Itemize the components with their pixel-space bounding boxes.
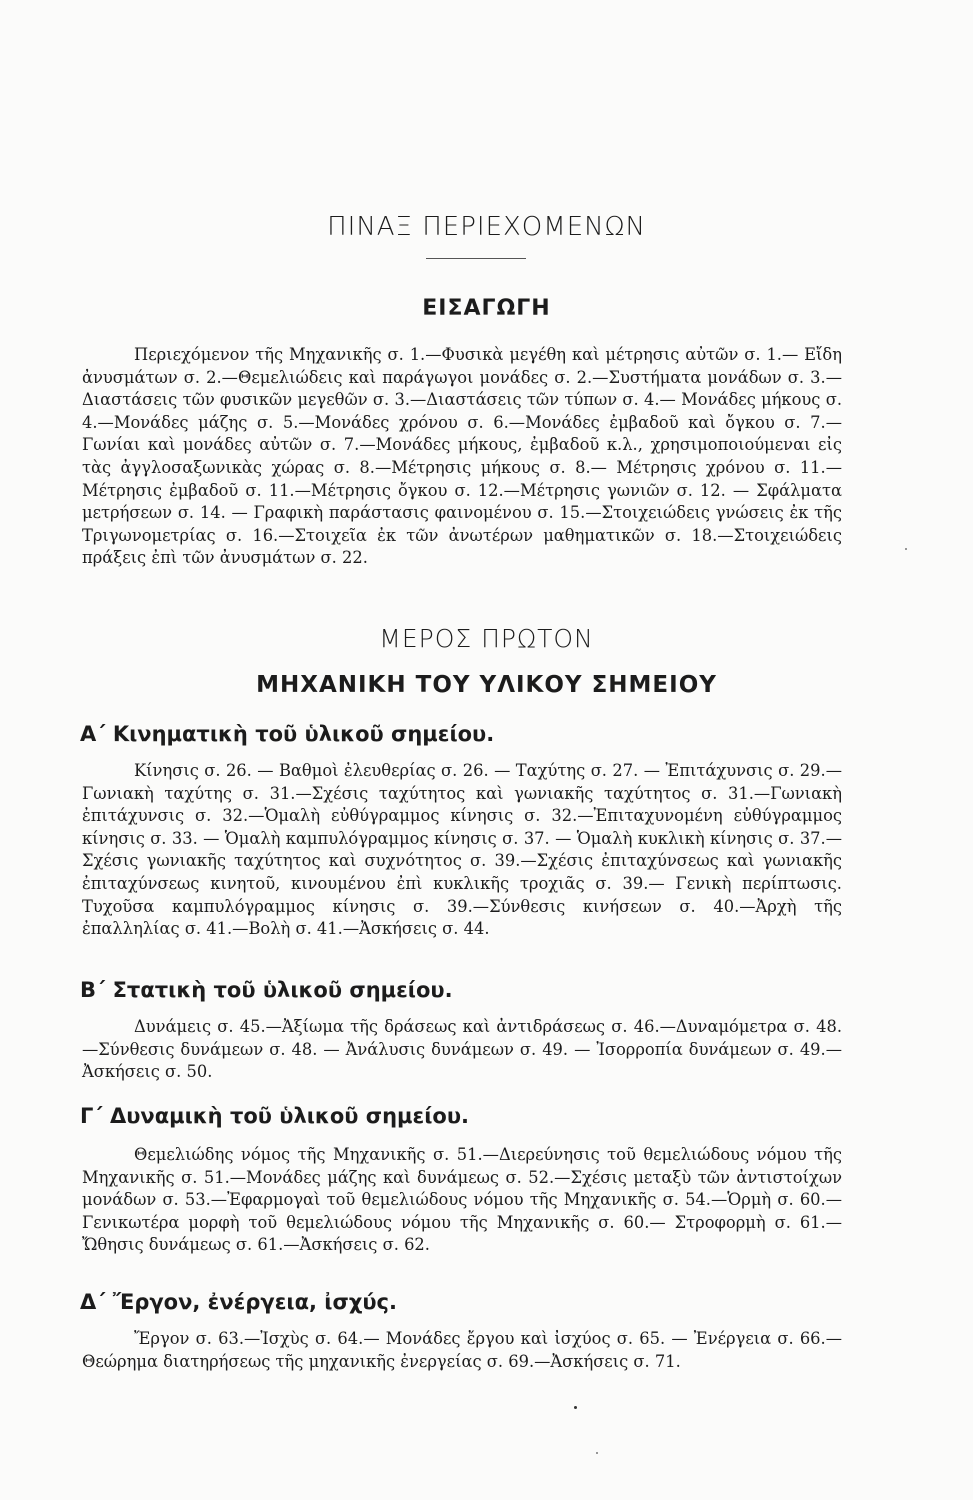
section-heading-dynamics: Γ΄ Δυναμικὴ τοῦ ὑλικοῦ σημείου. — [80, 1104, 469, 1128]
paper-speck — [596, 1452, 598, 1454]
introduction-heading: ΕΙΣΑΓΩΓΗ — [422, 296, 551, 321]
title-divider — [426, 258, 526, 259]
part-one-subtitle: ΜΗΧΑΝΙΚΗ ΤΟΥ ΥΛΙΚΟΥ ΣΗΜΕΙΟΥ — [256, 672, 717, 698]
section-text-dynamics — [82, 1144, 842, 1257]
part-one-title: ΜΕΡΟΣ ΠΡΩΤΟΝ — [379, 624, 594, 653]
introduction-body: Περιεχόμενον τῆς Μηχανικῆς σ. 1.—Φυσικὰ μεγέθη καὶ μέτρησις αὐτῶν σ. 1.— Εἴδη ἀνυσμάτων σ. 2.—Θεμελιώδεις καὶ παράγωγοι μονάδες σ. 2.—Συστήματα μονάδων σ. 3.—Διαστάσεις τῶν φυσικῶν μεγεθῶν σ. 3.—Διαστάσεις τῶν τύπων σ. 4.— Μονάδες μήκους σ. 4.—Μονάδες μάζης σ. 5.—Μονάδες χρόνου σ. 6.—Μονάδες ἐμβαδοῦ καὶ ὄγκου σ. 7.—Γωνίαι καὶ μονάδες αὐτῶν σ. 7.—Μονάδες μήκους, ἐμβαδοῦ κ.λ., χρησιμοποιούμεναι εἰς τὰς ἀγγλοσαξωνικὰς χώρας σ. 8.—Μέτρησις μήκους σ. 8.— Μέτρησις χρόνου σ. 11.—Μέτρησις ἐμβαδοῦ σ. 11.—Μέτρησις ὄγκου σ. 12.—Μέτρησις γωνιῶν σ. 12. — Σφάλματα μετρήσεων σ. 14. — Γραφικὴ παράστασις φαινομένου σ. 15.—Στοιχειώδεις γνώσεις ἐκ τῆς Τριγωνομετρίας σ. 16.—Στοιχεῖα ἐκ τῶν ἀνωτέρων μαθηματικῶν σ. 18.—Στοιχειώδεις πράξεις ἐπὶ τῶν ἀνυσμάτων σ. 22. — [82, 345, 842, 568]
section-text-statics — [82, 1016, 842, 1084]
page-dot — [574, 1406, 577, 1409]
introduction-text — [82, 344, 842, 570]
section-heading-work-energy: Δ΄ Ἔργον, ἐνέργεια, ἰσχύς. — [80, 1290, 397, 1314]
section-body: Κίνησις σ. 26. — Βαθμοὶ ἐλευθερίας σ. 26. — Ταχύτης σ. 27. — Ἐπιτάχυνσις σ. 29.—Γωνιακὴ ταχύτης σ. 31.—Σχέσις ταχύτητος καὶ γωνιακῆς ταχύτητος σ. 31.—Γωνιακὴ ἐπιτάχυνσις σ. 32.—Ὁμαλὴ εὐθύγραμμος κίνησις σ. 32.—Ἐπιταχυνομένη εὐθύγραμμος κίνησις σ. 33. — Ὁμαλὴ καμπυλόγραμμος κίνησις σ. 37. — Ὁμαλὴ κυκλικὴ κίνησις σ. 37.—Σχέσις γωνιακῆς ταχύτητος καὶ συχνότητος σ. 39.—Σχέσις ἐπιταχύνσεως καὶ γωνιακῆς ἐπιταχύνσεως κινητοῦ, κινουμένου ἐπὶ κυκλικῆς τροχιᾶς σ. 39.— Γενικὴ περίπτωσις. Τυχοῦσα καμπυλόγραμμος κίνησις σ. 39.—Σύνθεσις κινήσεων σ. 40.—Ἀρχὴ τῆς ἐπαλληλίας σ. 41.—Βολὴ σ. 41.—Ἀσκήσεις σ. 44. — [82, 761, 842, 939]
section-body: Δυνάμεις σ. 45.—Ἀξίωμα τῆς δράσεως καὶ ἀντιδράσεως σ. 46.—Δυναμόμετρα σ. 48.—Σύνθεσις δυνάμεων σ. 48. — Ἀνάλυσις δυνάμεων σ. 49. — Ἰσορροπία δυνάμεων σ. 49.—Ἀσκήσεις σ. 50. — [82, 1017, 842, 1082]
section-heading-kinematics: Α΄ Κινηματικὴ τοῦ ὑλικοῦ σημείου. — [80, 722, 495, 746]
section-body: Ἔργον σ. 63.—Ἰσχὺς σ. 64.— Μονάδες ἔργου καὶ ἰσχύος σ. 65. — Ἐνέργεια σ. 66.—Θεώρημα διατηρήσεως τῆς μηχανικῆς ἐνεργείας σ. 69.—Ἀσκήσεις σ. 71. — [82, 1329, 842, 1371]
section-text-work-energy — [82, 1328, 842, 1373]
section-text-kinematics — [82, 760, 842, 941]
paper-speck — [905, 548, 907, 550]
section-body: Θεμελιώδης νόμος τῆς Μηχανικῆς σ. 51.—Διερεύνησις τοῦ θεμελιώδους νόμου τῆς Μηχανικῆς σ. 51.—Μονάδες μάζης καὶ δυνάμεως σ. 52.—Σχέσις μεταξὺ τῶν ἀντιστοίχων μονάδων σ. 53.—Ἐφαρμογαὶ τοῦ θεμελιώδους νόμου τῆς Μηχανικῆς σ. 54.—Ὁρμὴ σ. 60.—Γενικωτέρα μορφὴ τοῦ θεμελιώδους νόμου τῆς Μηχανικῆς σ. 60.— Στροφορμὴ σ. 61.—Ὤθησις δυνάμεως σ. 61.—Ἀσκήσεις σ. 62. — [82, 1145, 842, 1255]
section-heading-statics: Β΄ Στατικὴ τοῦ ὑλικοῦ σημείου. — [80, 978, 453, 1002]
page-title: ΠΙΝΑΞ ΠΕΡΙΕΧΟΜΕΝΩΝ — [327, 212, 646, 242]
